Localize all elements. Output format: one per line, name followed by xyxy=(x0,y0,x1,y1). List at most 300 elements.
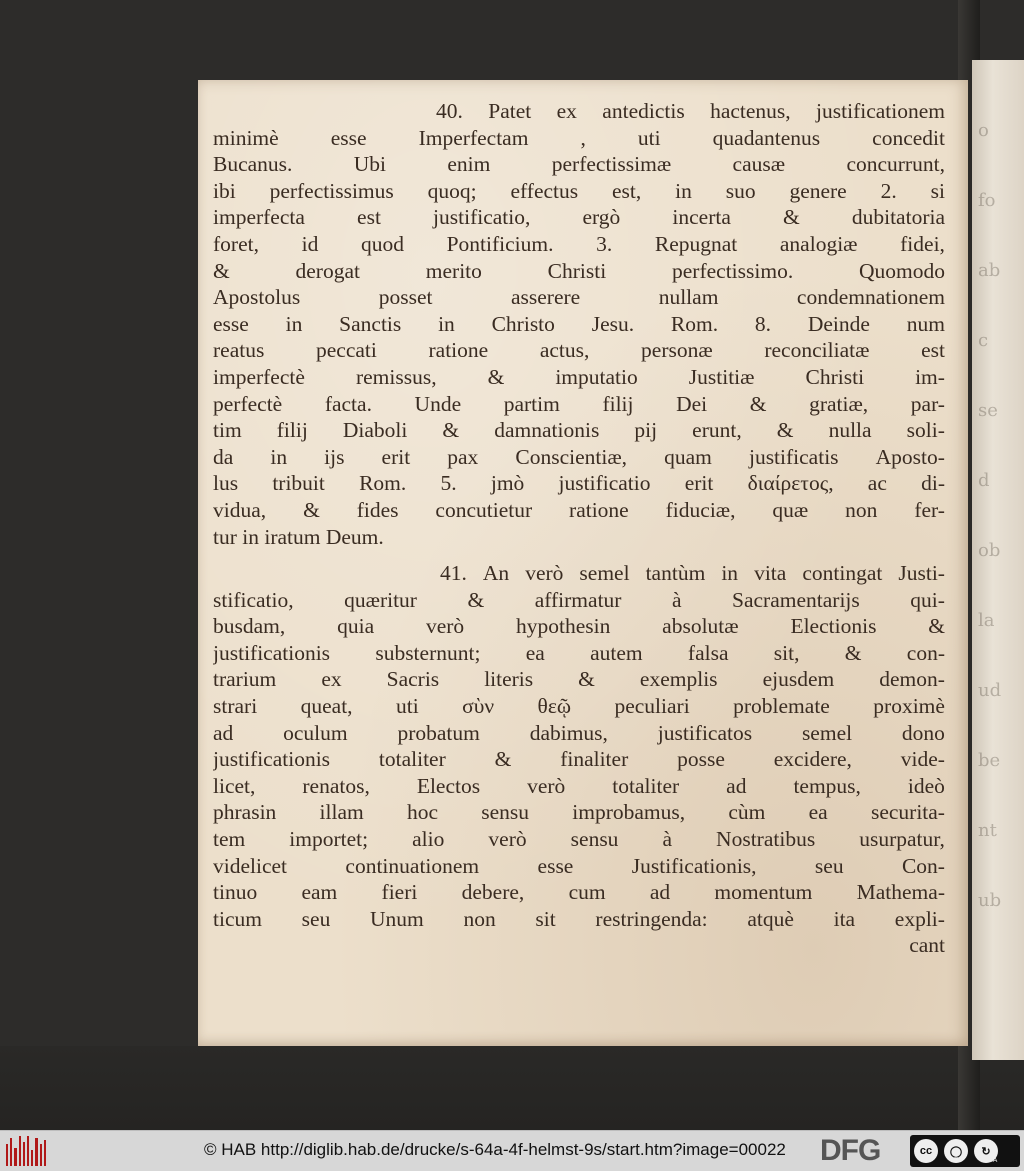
text-word: busdam, xyxy=(213,614,286,639)
text-word: foret, xyxy=(213,231,259,256)
text-word: & xyxy=(844,640,862,665)
text-word: θεῷ xyxy=(537,694,572,719)
text-word: excidere, xyxy=(773,747,852,772)
text-word: peculiari xyxy=(614,694,690,719)
ghost-text-fragment: d xyxy=(978,470,990,491)
text-word: 40. xyxy=(436,99,463,123)
text-word: Christi xyxy=(805,364,865,389)
text-word: phrasin xyxy=(213,800,277,825)
text-word: licet, xyxy=(213,773,256,798)
hab-logo-bar xyxy=(19,1136,21,1166)
text-word: Dei xyxy=(676,391,708,416)
text-word: quia xyxy=(337,614,375,639)
text-word: absolutæ xyxy=(662,614,739,639)
cc-license-badge[interactable] xyxy=(910,1135,1020,1167)
text-word: & xyxy=(776,418,794,443)
text-word: Rom. xyxy=(359,471,407,496)
text-word: Sanctis xyxy=(339,311,402,336)
hab-logo-bar xyxy=(44,1140,46,1166)
sa-icon: ↻ xyxy=(974,1139,998,1163)
text-word: 8. xyxy=(754,311,772,336)
scan-bottom-shadow xyxy=(0,1046,1024,1130)
text-word: erunt, xyxy=(692,418,742,443)
text-word: sit xyxy=(535,906,556,931)
text-word: & xyxy=(303,497,320,522)
text-word: uti xyxy=(396,694,419,719)
text-word: in xyxy=(675,178,692,203)
text-word: alio xyxy=(412,827,445,852)
text-word: facta. xyxy=(324,391,372,416)
text-word: jmò xyxy=(490,471,525,496)
text-word: perfectissimo. xyxy=(672,258,794,283)
footer-bar xyxy=(0,1130,1024,1171)
text-word: 5. xyxy=(440,471,457,496)
text-word: soli- xyxy=(906,418,945,443)
text-word: tempus, xyxy=(793,773,861,798)
text-word: exemplis xyxy=(639,667,718,692)
text-word: nullam xyxy=(658,285,719,310)
text-word: dabimus, xyxy=(529,720,608,745)
text-word: vide- xyxy=(900,747,945,772)
text-line xyxy=(213,231,945,258)
text-word: ijs xyxy=(324,444,345,469)
text-word: hoc xyxy=(406,800,438,825)
text-word: esse xyxy=(213,311,249,336)
text-word: continuationem xyxy=(345,853,480,878)
text-word: antedictis xyxy=(602,99,685,123)
text-word: sensu xyxy=(570,827,619,852)
text-word: ticum xyxy=(213,906,262,931)
text-word: & xyxy=(783,205,800,230)
text-word: hypothesin xyxy=(515,614,611,639)
text-word: Christi xyxy=(547,258,607,283)
text-word: minimè xyxy=(213,125,279,150)
text-word: imputatio xyxy=(555,364,638,389)
text-word: securita- xyxy=(870,800,945,825)
text-word: im- xyxy=(915,364,945,389)
text-line xyxy=(213,640,945,667)
hab-logo-icon[interactable] xyxy=(6,1136,46,1166)
text-word: Sacramentarijs xyxy=(732,587,860,612)
text-word: videlicet xyxy=(213,853,288,878)
text-word: enim xyxy=(447,152,491,177)
text-word: incerta xyxy=(672,205,731,230)
text-word: imperfecta xyxy=(213,205,305,230)
paragraph-41 xyxy=(213,560,945,932)
text-word: atquè xyxy=(747,906,794,931)
text-word: in xyxy=(438,311,455,336)
text-word: effectus xyxy=(510,178,579,203)
text-line xyxy=(213,587,945,614)
text-word: cùm xyxy=(728,800,766,825)
text-word: illam xyxy=(319,800,364,825)
text-word: & xyxy=(928,614,945,639)
text-word: quod xyxy=(360,231,404,256)
text-word: expli- xyxy=(894,906,945,931)
text-word: justificatio xyxy=(558,471,651,496)
text-line xyxy=(213,879,945,906)
text-word: num xyxy=(906,311,945,336)
text-word: ideò xyxy=(907,773,945,798)
page-text xyxy=(213,98,945,959)
text-word: & xyxy=(213,258,230,283)
ghost-text-fragment: ub xyxy=(978,890,1002,911)
text-word: sit, xyxy=(773,640,800,665)
text-word: verò xyxy=(527,773,566,798)
text-word: Diaboli xyxy=(342,418,408,443)
text-word: Bucanus. xyxy=(213,152,293,177)
text-line xyxy=(213,178,945,205)
text-word: tantùm xyxy=(645,561,706,586)
ghost-text-fragment: se xyxy=(978,400,998,421)
text-word: peccati xyxy=(315,338,377,363)
text-word: Electos xyxy=(416,773,481,798)
text-word: , xyxy=(580,125,586,150)
text-line xyxy=(213,560,945,587)
text-line xyxy=(213,470,945,497)
text-word: fiduciæ, xyxy=(665,497,736,522)
text-word: à xyxy=(662,827,673,852)
text-word: affirmatur xyxy=(534,587,622,612)
text-word: quoq; xyxy=(427,178,477,203)
text-word: est, xyxy=(611,178,642,203)
text-line xyxy=(213,391,945,418)
text-word: Con- xyxy=(901,853,945,878)
text-word: demon- xyxy=(879,667,945,692)
paragraph-40 xyxy=(213,98,945,550)
text-word: justificatio, xyxy=(433,205,531,230)
text-word: διαίρετος, xyxy=(747,471,834,496)
text-word: analogiæ xyxy=(779,231,858,256)
text-word: actus, xyxy=(539,338,590,363)
text-word: totaliter xyxy=(378,747,446,772)
text-word: condemnationem xyxy=(796,285,945,310)
text-word: 3. xyxy=(596,231,613,256)
text-word: concutietur xyxy=(435,497,533,522)
text-word: justificatis xyxy=(748,444,839,469)
hab-logo-bar xyxy=(40,1144,42,1166)
text-word: cum xyxy=(568,880,606,905)
text-word: ex xyxy=(321,667,342,692)
text-word: damnationis xyxy=(494,418,600,443)
text-word: erit xyxy=(381,444,411,469)
text-word: Justitiæ xyxy=(688,364,755,389)
hab-logo-bar xyxy=(14,1148,16,1166)
text-word: Imperfectam xyxy=(418,125,529,150)
text-word: 41. xyxy=(440,561,467,586)
text-word: fidei, xyxy=(900,231,945,256)
text-word: suo xyxy=(725,178,756,203)
text-word: quæ xyxy=(772,497,809,522)
ghost-text-fragment: o xyxy=(978,120,989,141)
text-word: sensu xyxy=(481,800,530,825)
text-word: eam xyxy=(301,880,338,905)
text-word: problemate xyxy=(733,694,830,719)
text-word: & xyxy=(442,418,460,443)
text-word: seu xyxy=(301,906,331,931)
text-word: par- xyxy=(910,391,945,416)
text-word: quadantenus xyxy=(712,125,821,150)
text-word: ejusdem xyxy=(762,667,835,692)
text-word: justificationem xyxy=(816,99,945,123)
text-line xyxy=(213,284,945,311)
text-word: fieri xyxy=(381,880,418,905)
text-word: genere xyxy=(789,178,847,203)
text-line xyxy=(213,826,945,853)
text-word: esse xyxy=(537,853,574,878)
text-word: Nostratibus xyxy=(716,827,816,852)
text-line xyxy=(213,906,945,933)
text-word: & xyxy=(487,364,505,389)
text-word: pax xyxy=(447,444,479,469)
hab-logo-bar xyxy=(35,1138,37,1166)
text-line xyxy=(213,773,945,800)
text-word: est xyxy=(921,338,945,363)
text-word: ad xyxy=(649,880,671,905)
text-line xyxy=(213,746,945,773)
text-word: personæ xyxy=(641,338,713,363)
text-word: verò xyxy=(525,561,564,586)
text-line xyxy=(213,497,945,524)
text-word: uti xyxy=(637,125,661,150)
text-line xyxy=(213,364,945,391)
text-word: verò xyxy=(425,614,465,639)
text-word: 2. xyxy=(880,178,897,203)
text-word: da xyxy=(213,444,234,469)
text-word: falsa xyxy=(687,640,729,665)
text-line xyxy=(213,853,945,880)
hab-logo-bar xyxy=(27,1136,29,1166)
text-word: Unum xyxy=(370,906,424,931)
text-word: Deinde xyxy=(807,311,870,336)
ghost-text-fragment: fo xyxy=(978,190,996,211)
text-word: concedit xyxy=(872,125,945,150)
text-word: vita xyxy=(754,561,787,586)
text-line xyxy=(213,444,945,471)
text-word: imperfectè xyxy=(213,364,305,389)
text-word: & xyxy=(467,587,485,612)
text-line xyxy=(213,666,945,693)
text-word: Mathema- xyxy=(856,880,945,905)
text-word: seu xyxy=(814,853,844,878)
text-word: pij xyxy=(634,418,658,443)
ghost-text-fragment: la xyxy=(978,610,995,631)
text-word: Jesu. xyxy=(591,311,635,336)
text-word: Christo xyxy=(491,311,555,336)
text-word: in xyxy=(721,561,739,586)
ghost-text-fragment: nt xyxy=(978,820,997,841)
text-word: justificationis xyxy=(213,640,331,665)
text-line xyxy=(213,720,945,747)
text-word: quam xyxy=(664,444,712,469)
text-word: Justificationis, xyxy=(631,853,757,878)
text-word: vidua, xyxy=(213,497,267,522)
paragraph-gap xyxy=(213,550,945,560)
text-word: Justi- xyxy=(898,561,945,586)
hab-logo-bar xyxy=(6,1144,8,1166)
text-word: momentum xyxy=(714,880,813,905)
text-word: nulla xyxy=(828,418,872,443)
text-word: Ubi xyxy=(353,152,387,177)
text-word: Pontificium. xyxy=(446,231,554,256)
text-line xyxy=(213,417,945,444)
text-word: ratione xyxy=(428,338,489,363)
text-line xyxy=(213,311,945,338)
text-word: posse xyxy=(677,747,725,772)
text-line xyxy=(213,258,945,285)
license-label-sa: SA xyxy=(988,1157,998,1164)
text-word: σὺν xyxy=(462,694,495,719)
hab-logo-bar xyxy=(31,1150,33,1166)
text-word: gratiæ, xyxy=(809,391,869,416)
dfg-logo-icon[interactable]: DFG xyxy=(820,1134,881,1167)
text-word: strari xyxy=(213,694,258,719)
text-word: remissus, xyxy=(355,364,437,389)
text-word: hactenus, xyxy=(710,99,791,123)
text-line xyxy=(213,337,945,364)
text-word: ac xyxy=(867,471,887,496)
text-word: ea xyxy=(808,800,828,825)
text-word: totaliter xyxy=(612,773,680,798)
text-word: justificationis xyxy=(213,747,331,772)
text-word: Rom. xyxy=(670,311,719,336)
license-label-by: BY xyxy=(954,1157,964,1164)
ghost-text-fragment: ob xyxy=(978,540,1001,561)
hab-logo-bar xyxy=(23,1142,25,1166)
text-word: An xyxy=(482,561,510,586)
by-icon: ◯ xyxy=(944,1139,968,1163)
text-word: ibi xyxy=(213,178,236,203)
text-word: trarium xyxy=(213,667,277,692)
text-line xyxy=(213,98,945,125)
cc-icon: cc xyxy=(914,1139,938,1163)
text-word: fer- xyxy=(914,497,945,522)
text-word: restringenda: xyxy=(595,906,708,931)
text-word: con- xyxy=(906,640,945,665)
text-line xyxy=(213,204,945,231)
text-word: Electionis xyxy=(790,614,877,639)
text-word: ad xyxy=(726,773,747,798)
text-word: merito xyxy=(425,258,482,283)
text-word: concurrunt, xyxy=(846,152,945,177)
text-word: perfectè xyxy=(213,391,283,416)
text-word: posset xyxy=(378,285,433,310)
text-word: literis xyxy=(484,667,534,692)
text-word: contingat xyxy=(802,561,883,586)
text-word: usurpatur, xyxy=(859,827,945,852)
text-word: ergò xyxy=(582,205,621,230)
text-word: Aposto- xyxy=(875,444,945,469)
ghost-text-fragment: ab xyxy=(978,260,1001,281)
text-word: ita xyxy=(833,906,856,931)
text-word: filij xyxy=(602,391,634,416)
text-word: si xyxy=(930,178,945,203)
text-word: tim xyxy=(213,418,242,443)
text-line xyxy=(213,151,945,178)
text-word: filij xyxy=(276,418,308,443)
text-word: proximè xyxy=(873,694,945,719)
text-word: ratione xyxy=(569,497,629,522)
text-word: importet; xyxy=(289,827,369,852)
text-word: reconciliatæ xyxy=(764,338,870,363)
text-word: reatus xyxy=(213,338,265,363)
text-word: partim xyxy=(503,391,560,416)
ghost-text-fragment: ud xyxy=(978,680,1002,701)
text-line xyxy=(213,613,945,640)
text-word: & xyxy=(494,747,512,772)
text-word: stificatio, xyxy=(213,587,294,612)
text-word: quæritur xyxy=(344,587,417,612)
text-word: debere, xyxy=(461,880,525,905)
text-word: est xyxy=(357,205,381,230)
hab-logo-bar xyxy=(10,1138,12,1166)
text-line xyxy=(213,693,945,720)
text-word: justificatos xyxy=(657,720,753,745)
text-word: autem xyxy=(590,640,643,665)
text-word: & xyxy=(578,667,595,692)
text-line: tur in iratum Deum. xyxy=(213,524,384,549)
ghost-text-fragment: be xyxy=(978,750,1001,771)
copyright-link[interactable]: © HAB http://diglib.hab.de/drucke/s-64a-4f-helmst-9s/start.htm?image=00022 xyxy=(204,1140,786,1159)
text-word: in xyxy=(270,444,288,469)
text-word: in xyxy=(285,311,303,336)
text-word: improbamus, xyxy=(572,800,686,825)
text-word: ad xyxy=(213,720,234,745)
text-word: erit xyxy=(684,471,714,496)
text-word: asserere xyxy=(510,285,581,310)
text-word: causæ xyxy=(732,152,786,177)
text-word: Unde xyxy=(414,391,462,416)
text-line xyxy=(213,125,945,152)
text-word: perfectissimus xyxy=(269,178,394,203)
text-word: Sacris xyxy=(386,667,440,692)
text-word: Apostolus xyxy=(213,285,301,310)
text-word: Repugnat xyxy=(654,231,738,256)
text-word: semel xyxy=(579,561,630,586)
text-word: renatos, xyxy=(302,773,370,798)
text-word: oculum xyxy=(283,720,348,745)
text-word: substernunt; xyxy=(375,640,481,665)
ghost-text-fragment: c xyxy=(978,330,989,351)
text-word: Quomodo xyxy=(858,258,945,283)
text-word: semel xyxy=(801,720,853,745)
text-word: verò xyxy=(488,827,527,852)
text-word: & xyxy=(749,391,767,416)
text-word: tem xyxy=(213,827,246,852)
adjacent-page-edge xyxy=(972,60,1024,1060)
catchword-text: cant xyxy=(909,933,945,958)
text-line xyxy=(213,799,945,826)
text-word: Conscientiæ, xyxy=(515,444,628,469)
text-word: qui- xyxy=(910,587,945,612)
text-word: probatum xyxy=(397,720,480,745)
text-word: lus xyxy=(213,471,239,496)
text-word: dubitatoria xyxy=(851,205,945,230)
text-word: tribuit xyxy=(272,471,325,496)
text-word: non xyxy=(463,906,496,931)
text-word: di- xyxy=(921,471,945,496)
text-word: à xyxy=(671,587,682,612)
text-word: Patet xyxy=(488,99,532,123)
text-word: derogat xyxy=(295,258,360,283)
text-word: ex xyxy=(556,99,577,123)
text-word: fides xyxy=(356,497,399,522)
text-word: tinuo xyxy=(213,880,258,905)
text-word: perfectissimæ xyxy=(551,152,672,177)
text-word: ea xyxy=(525,640,545,665)
text-word: id xyxy=(301,231,319,256)
text-word: queat, xyxy=(300,694,353,719)
